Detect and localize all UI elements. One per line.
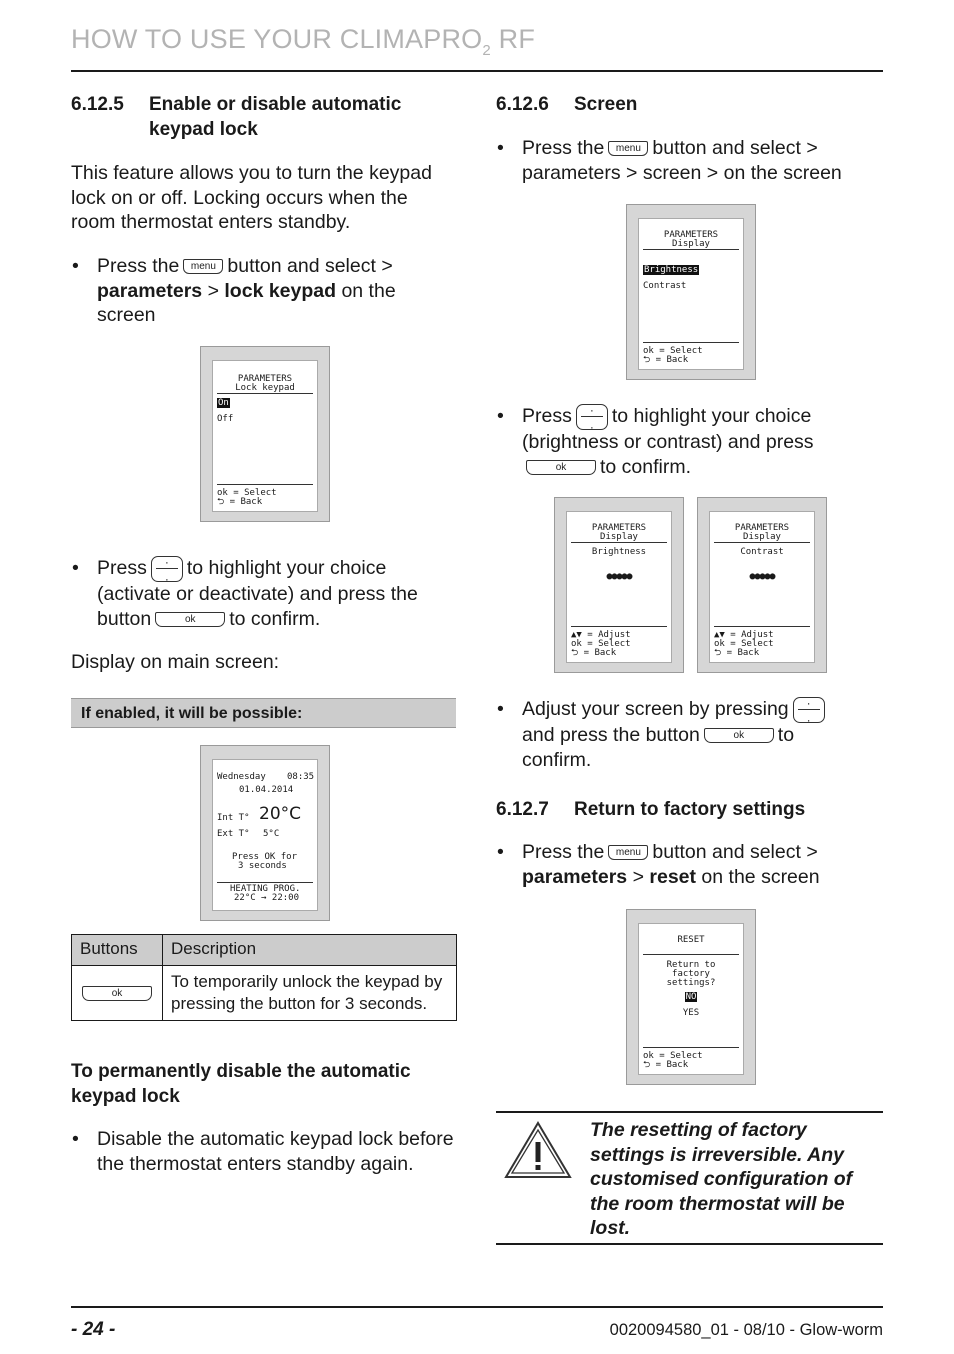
intro-paragraph: This feature allows you to turn the keypad lock on or off. Locking occurs when the room thermostat enters standby. [71, 162, 432, 233]
footer-rule [71, 1306, 883, 1308]
warning-top-rule [496, 1111, 883, 1113]
up-down-key-icon: · · [576, 404, 608, 430]
table-row [72, 966, 457, 1021]
subheading-permanently-disable: To permanently disable the automatic keypad lock [71, 1061, 411, 1107]
bullet-press-menu-reset: • Press the menu button and select > parameters > reset on the screen [497, 841, 820, 888]
bullet-press-nav-activate: • Press · · to highlight your choice (activate or deactivate) and press the button ok to confirm. [97, 556, 457, 631]
warning-triangle-icon [503, 1120, 573, 1180]
section-heading-6-12-7: 6.12.7 Return to factory settings [496, 799, 806, 820]
document-reference: 0020094580_01 - 08/10 - Glow-worm [609, 1321, 883, 1339]
lock-keypad-screen: PARAMETERS Lock keypad On Off ok = Select ⮌ = Back [200, 346, 330, 522]
ok-key-icon: ok [82, 986, 152, 1001]
buttons-table [71, 934, 457, 1021]
bullet-press-menu-lock: • Press the menu button and select > parameters > lock keypad on the screen [72, 255, 396, 326]
bullet-adjust-screen: • Adjust your screen by pressing · · and press the button ok to confirm. [522, 697, 882, 772]
table-header-description: Description [163, 935, 457, 966]
reset-screen: RESET Return to factory settings? NO YES ok = Select ⮌ = Back [626, 909, 756, 1085]
contrast-screen: PARAMETERS Display Contrast ●●●●● ▲▼ = Adjust ok = Select ⮌ = Back [697, 497, 827, 673]
display-parameters-screen: PARAMETERS Display Brightness Contrast ok = Select ⮌ = Back [626, 204, 756, 380]
ok-key-icon: ok [526, 460, 596, 475]
bullet-disable-keypad-lock: • Disable the automatic keypad lock before the thermostat enters standby again. [72, 1128, 454, 1175]
bullet-press-menu-screen: • Press the menu button and select > parameters > screen > on the screen [497, 137, 842, 184]
main-display-screen: Wednesday 08:35 01.04.2014 Int T° 20°C Ext T° 5°C Press OK for 3 seconds HEATING PROG. 22°C → 22:00 [200, 745, 330, 921]
page-number: - 24 - [71, 1319, 116, 1340]
section-heading-6-12-5: 6.12.5 Enable or disable automatic keypad lock [71, 94, 402, 140]
table-header-buttons: Buttons [72, 935, 163, 966]
ok-key-icon: ok [704, 728, 774, 743]
header-rule [71, 70, 883, 72]
up-down-key-icon: · · [151, 556, 183, 582]
warning-text: The resetting of factory settings is irreversible. Any customised configuration of the room thermostat will be lost. [590, 1119, 853, 1239]
table-cell-description: To temporarily unlock the keypad by pressing the button for 3 seconds. [163, 966, 457, 1021]
up-down-key-icon: · · [793, 697, 825, 723]
bullet-press-nav-brightness: • Press · · to highlight your choice (brightness or contrast) and press ok to confirm. [522, 404, 882, 479]
brightness-screen: PARAMETERS Display Brightness ●●●●● ▲▼ = Adjust ok = Select ⮌ = Back [554, 497, 684, 673]
menu-key-icon: menu [608, 141, 648, 156]
menu-key-icon: menu [608, 845, 648, 860]
ok-key-icon: ok [155, 612, 225, 627]
display-main-label: Display on main screen: [71, 651, 280, 673]
section-heading-6-12-6: 6.12.6 Screen [496, 94, 638, 115]
menu-key-icon: menu [183, 259, 223, 274]
warning-bottom-rule [496, 1243, 883, 1245]
page-header-title: HOW TO USE YOUR $CLIMAPRO_2$ RF [71, 24, 536, 59]
enabled-banner: If enabled, it will be possible: [71, 698, 456, 728]
